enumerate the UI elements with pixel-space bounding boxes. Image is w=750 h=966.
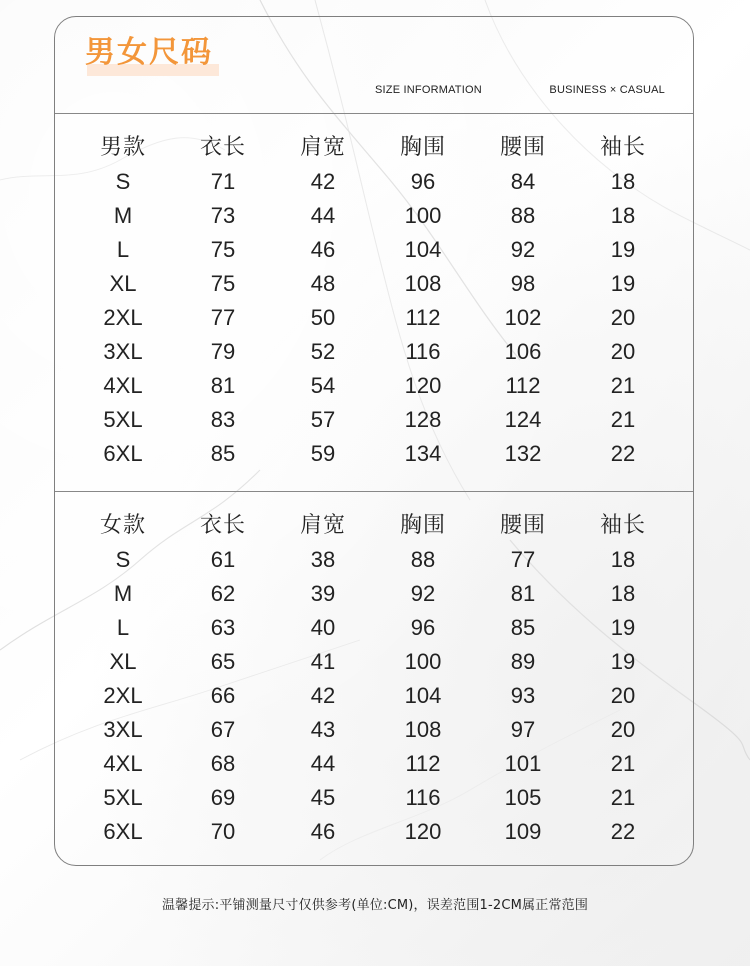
women-header-chest: 胸围: [399, 513, 446, 538]
table-cell: 96: [410, 615, 436, 640]
table-cell: 70: [210, 819, 236, 844]
table-cell: 20: [610, 683, 636, 708]
table-cell: 104: [404, 683, 442, 708]
table-cell: 19: [610, 271, 636, 296]
table-cell: 81: [510, 581, 536, 606]
men-size-table: [73, 131, 673, 471]
men-header-chest: 胸围: [399, 135, 446, 160]
table-cell: 19: [610, 237, 636, 262]
women-size-4xl: 4XL: [103, 751, 143, 776]
table-row: [73, 301, 673, 335]
men-header-shoulder: 肩宽: [299, 135, 346, 160]
table-cell: 97: [510, 717, 536, 742]
table-cell: 75: [210, 237, 236, 262]
women-size-2xl: 2XL: [103, 683, 143, 708]
women-size-3xl: 3XL: [103, 717, 143, 742]
table-cell: 42: [310, 683, 336, 708]
table-cell: 112: [405, 305, 441, 330]
table-cell: 18: [610, 581, 636, 606]
women-size-table: [73, 509, 673, 849]
table-cell: 21: [610, 751, 636, 776]
men-size-2xl: 2XL: [103, 305, 143, 330]
men-header-sleeve: 袖长: [599, 135, 646, 160]
table-row: [73, 645, 673, 679]
table-cell: 116: [405, 339, 441, 364]
table-row: [73, 713, 673, 747]
men-table-header-row: [73, 131, 673, 165]
table-cell: 19: [610, 649, 636, 674]
table-cell: 43: [310, 717, 336, 742]
women-size-6xl: 6XL: [103, 819, 143, 844]
table-row: [73, 577, 673, 611]
table-cell: 132: [504, 441, 542, 466]
table-cell: 66: [210, 683, 236, 708]
table-cell: 61: [210, 547, 236, 572]
table-cell: 134: [404, 441, 442, 466]
men-size-5xl: 5XL: [103, 407, 143, 432]
table-cell: 65: [210, 649, 236, 674]
women-size-m: M: [113, 581, 133, 606]
women-size-5xl: 5XL: [103, 785, 143, 810]
table-cell: 112: [405, 751, 441, 776]
table-cell: 57: [310, 407, 336, 432]
table-cell: 62: [210, 581, 236, 606]
table-cell: 81: [210, 373, 236, 398]
women-size-s: S: [115, 547, 131, 572]
table-cell: 101: [504, 751, 542, 776]
men-size-3xl: 3XL: [103, 339, 143, 364]
table-cell: 19: [610, 615, 636, 640]
table-row: [73, 199, 673, 233]
women-header-waist: 腰围: [499, 513, 546, 538]
table-cell: 41: [310, 649, 336, 674]
table-row: [73, 611, 673, 645]
table-row: [73, 747, 673, 781]
table-cell: 67: [210, 717, 236, 742]
table-cell: 100: [404, 649, 442, 674]
men-header-style: 男款: [99, 135, 146, 160]
men-size-xl: XL: [109, 271, 137, 296]
table-cell: 45: [310, 785, 336, 810]
table-cell: 102: [504, 305, 542, 330]
table-cell: 68: [210, 751, 236, 776]
table-cell: 40: [310, 615, 336, 640]
men-size-4xl: 4XL: [103, 373, 143, 398]
table-row: [73, 437, 673, 471]
women-table-header-row: [73, 509, 673, 543]
table-cell: 108: [404, 271, 442, 296]
table-cell: 128: [404, 407, 442, 432]
table-cell: 124: [504, 407, 542, 432]
table-row: [73, 815, 673, 849]
table-cell: 63: [210, 615, 236, 640]
table-cell: 69: [210, 785, 236, 810]
women-size-section: [73, 509, 673, 849]
men-size-l: L: [116, 237, 130, 262]
women-header-style: 女款: [99, 513, 146, 538]
table-cell: 100: [404, 203, 442, 228]
table-cell: 48: [310, 271, 336, 296]
table-cell: 112: [505, 373, 541, 398]
table-cell: 85: [210, 441, 236, 466]
table-cell: 92: [410, 581, 436, 606]
table-cell: 44: [310, 203, 336, 228]
table-cell: 93: [510, 683, 536, 708]
table-cell: 20: [610, 339, 636, 364]
table-cell: 92: [510, 237, 536, 262]
table-cell: 54: [310, 373, 336, 398]
table-cell: 20: [610, 717, 636, 742]
table-cell: 84: [510, 169, 536, 194]
table-cell: 46: [310, 819, 336, 844]
table-cell: 21: [610, 785, 636, 810]
table-cell: 21: [610, 407, 636, 432]
subtitle-left: SIZE INFORMATION: [375, 84, 482, 96]
table-cell: 104: [404, 237, 442, 262]
men-size-s: S: [115, 169, 131, 194]
table-row: [73, 233, 673, 267]
women-header-shoulder: 肩宽: [299, 513, 346, 538]
table-cell: 79: [210, 339, 236, 364]
card-header: [55, 17, 693, 114]
size-chart-card: [54, 16, 694, 866]
table-cell: 46: [310, 237, 336, 262]
table-cell: 120: [404, 819, 442, 844]
table-cell: 18: [610, 547, 636, 572]
table-cell: 22: [610, 819, 636, 844]
table-cell: 38: [310, 547, 336, 572]
men-size-6xl: 6XL: [103, 441, 143, 466]
table-cell: 42: [310, 169, 336, 194]
women-header-sleeve: 袖长: [599, 513, 646, 538]
table-cell: 75: [210, 271, 236, 296]
page-title: 男女尺码: [85, 35, 213, 70]
table-cell: 20: [610, 305, 636, 330]
table-row: [73, 267, 673, 301]
men-size-section: [73, 131, 673, 471]
table-cell: 88: [410, 547, 436, 572]
table-cell: 50: [310, 305, 336, 330]
table-cell: 52: [310, 339, 336, 364]
table-cell: 73: [210, 203, 236, 228]
table-cell: 77: [510, 547, 536, 572]
section-divider: [55, 491, 693, 492]
table-cell: 88: [510, 203, 536, 228]
table-cell: 59: [310, 441, 336, 466]
table-cell: 44: [310, 751, 336, 776]
table-row: [73, 781, 673, 815]
table-row: [73, 335, 673, 369]
table-cell: 108: [404, 717, 442, 742]
subtitle-right: BUSINESS × CASUAL: [549, 84, 665, 96]
women-size-xl: XL: [109, 649, 137, 674]
table-cell: 105: [504, 785, 542, 810]
table-cell: 18: [610, 169, 636, 194]
men-size-m: M: [113, 203, 133, 228]
table-cell: 96: [410, 169, 436, 194]
table-cell: 21: [610, 373, 636, 398]
table-cell: 120: [404, 373, 442, 398]
table-cell: 83: [210, 407, 236, 432]
table-row: [73, 165, 673, 199]
table-cell: 39: [310, 581, 336, 606]
table-row: [73, 369, 673, 403]
table-cell: 85: [510, 615, 536, 640]
table-cell: 18: [610, 203, 636, 228]
table-cell: 89: [510, 649, 536, 674]
table-cell: 22: [610, 441, 636, 466]
table-row: [73, 543, 673, 577]
table-cell: 98: [510, 271, 536, 296]
table-cell: 77: [210, 305, 236, 330]
table-cell: 106: [504, 339, 542, 364]
table-cell: 109: [504, 819, 542, 844]
women-size-l: L: [116, 615, 130, 640]
measurement-note: 温馨提示:平铺测量尺寸仅供参考(单位:CM)，误差范围1-2CM属正常范围: [161, 898, 589, 913]
table-cell: 71: [210, 169, 236, 194]
men-header-waist: 腰围: [499, 135, 546, 160]
table-cell: 116: [405, 785, 441, 810]
table-row: [73, 403, 673, 437]
women-header-length: 衣长: [199, 513, 246, 538]
table-row: [73, 679, 673, 713]
men-header-length: 衣长: [199, 135, 246, 160]
